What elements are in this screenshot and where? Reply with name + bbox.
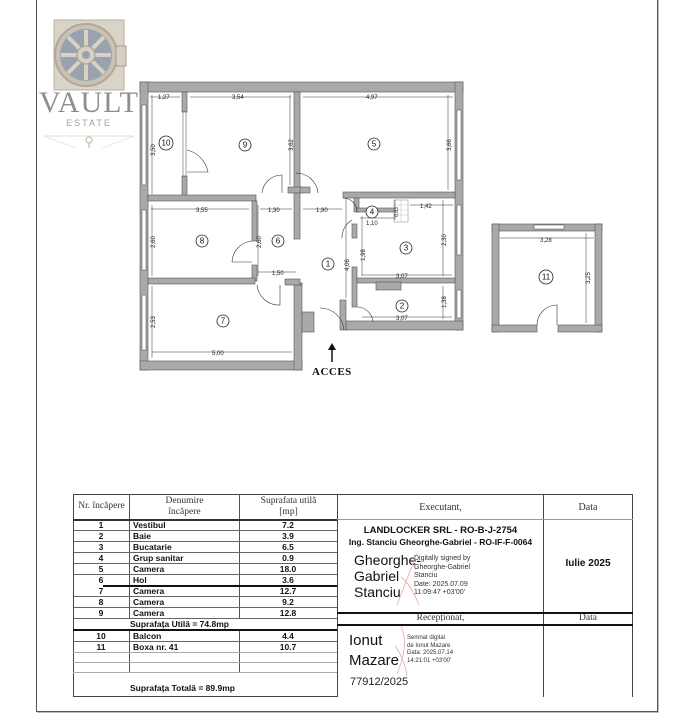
dim-label: 1,10 <box>366 221 378 227</box>
executant-signature-info: Digitally signed by Gheorghe-Gabriel Stanciu Date: 2025.07.09 11:09:47 +03'00' <box>414 555 471 596</box>
total: Suprafața Totală = 89.9mp <box>130 683 235 693</box>
dim-label: 1,50 <box>272 271 284 277</box>
executant-date: Iulie 2025 <box>565 558 611 569</box>
header-date-2: Data <box>579 613 597 623</box>
dim-label: 3,28 <box>540 238 552 244</box>
svg-text:3,66: 3,66 <box>447 139 453 151</box>
dim-label: 3,07 <box>396 274 408 280</box>
dim-label: 1,27 <box>158 95 170 101</box>
header-nr: Nr. încăpere <box>78 501 125 511</box>
svg-text:4: 4 <box>369 207 375 217</box>
svg-text:2,60: 2,60 <box>151 236 157 248</box>
svg-text:2,60: 2,60 <box>257 236 263 248</box>
svg-text:2,53: 2,53 <box>151 316 157 328</box>
executant-signature-name: Gheorghe- Gabriel Stanciu <box>354 552 421 600</box>
svg-text:4,06: 4,06 <box>345 259 351 271</box>
rooms-table: Nr. încăpere Denumire încăpere Suprafata utilă [mp] Executant, Data 1 Vestibul 7.2 2 Baie 3.9 3 Bucatarie 6.5 4 Grup sanitar 0.9 5 Camera 18.0 6 Hol 3.6 7 Camera 12.7 8 Camera 9.2 9 Camera 12.8 Suprafața Utilă = 74.8mp 10 Balcon 4.4 11 Boxa nr. 41 10.7 Suprafața Totală = 89.9mp LANDLOCKER SRL - RO-B-J-2754 Ing. Stanciu Gheorghe-Gabriel - RO-IF-F-0064 Gheorghe- Gabriel Stanciu Digitally signed by Gheorghe-Gabriel Stanciu Date: 2025.07.09 11:09:47 +03'00' Iulie 2025 Recepționat, Data Ionut Mazare Semnat digital de Ionut Mazare Data: 2025.07.14 14:21:01 +03'00' 77912/2025 <box>73 494 633 697</box>
header-area: Suprafata utilă [mp] <box>260 496 317 517</box>
dim-label: 1,42 <box>420 204 432 210</box>
svg-text:3: 3 <box>403 243 409 253</box>
svg-text:8: 8 <box>199 236 205 246</box>
signature-stroke-2 <box>391 624 415 679</box>
executant-company: LANDLOCKER SRL - RO-B-J-2754 <box>363 525 518 536</box>
receptionat-signature-info: Semnat digital de Ionut Mazare Data: 2025.07.14 14:21:01 +03'00' <box>407 635 454 664</box>
svg-text:10: 10 <box>161 138 171 148</box>
access-label: ACCES <box>312 366 352 378</box>
dim-label: 3,07 <box>396 316 408 322</box>
arrow-up-icon <box>328 343 336 362</box>
svg-text:7: 7 <box>220 316 226 326</box>
dim-label: 1,30 <box>268 208 280 214</box>
dim-label: 3,54 <box>232 95 244 101</box>
executant-engineer: Ing. Stanciu Gheorghe-Gabriel - RO-IF-F-0064 <box>348 537 533 547</box>
svg-text:1: 1 <box>325 259 331 269</box>
subtotal: Suprafața Utilă = 74.8mp <box>130 619 330 630</box>
svg-text:6: 6 <box>275 236 281 246</box>
svg-text:3,62: 3,62 <box>289 139 295 151</box>
dim-label: 4,97 <box>366 95 378 101</box>
svg-text:11: 11 <box>541 272 551 282</box>
registration-number: 77912/2025 <box>350 676 409 688</box>
svg-text:3,25: 3,25 <box>586 272 592 284</box>
svg-text:3,50: 3,50 <box>151 144 157 156</box>
svg-text:2,30: 2,30 <box>442 234 448 246</box>
svg-text:0,83: 0,83 <box>394 207 400 217</box>
svg-text:1,98: 1,98 <box>361 249 367 261</box>
receptionat-signature-name: Ionut Mazare <box>349 632 400 669</box>
header-date: Data <box>578 502 598 513</box>
signature-stroke <box>393 549 423 609</box>
svg-text:1,38: 1,38 <box>442 296 448 308</box>
header-receptionat: Recepționat, <box>416 613 465 623</box>
svg-text:5: 5 <box>371 139 377 149</box>
logo-sub: ESTATE <box>66 118 112 128</box>
logo-brand: VAULT <box>38 86 140 119</box>
header-name: Denumire încăpere <box>165 496 204 517</box>
svg-text:2: 2 <box>399 301 405 311</box>
header-executant: Executant, <box>419 502 462 513</box>
svg-text:9: 9 <box>242 140 248 150</box>
dim-label: 1,80 <box>316 208 328 214</box>
dim-label: 3,55 <box>196 208 208 214</box>
dim-label: 5,00 <box>212 351 224 357</box>
